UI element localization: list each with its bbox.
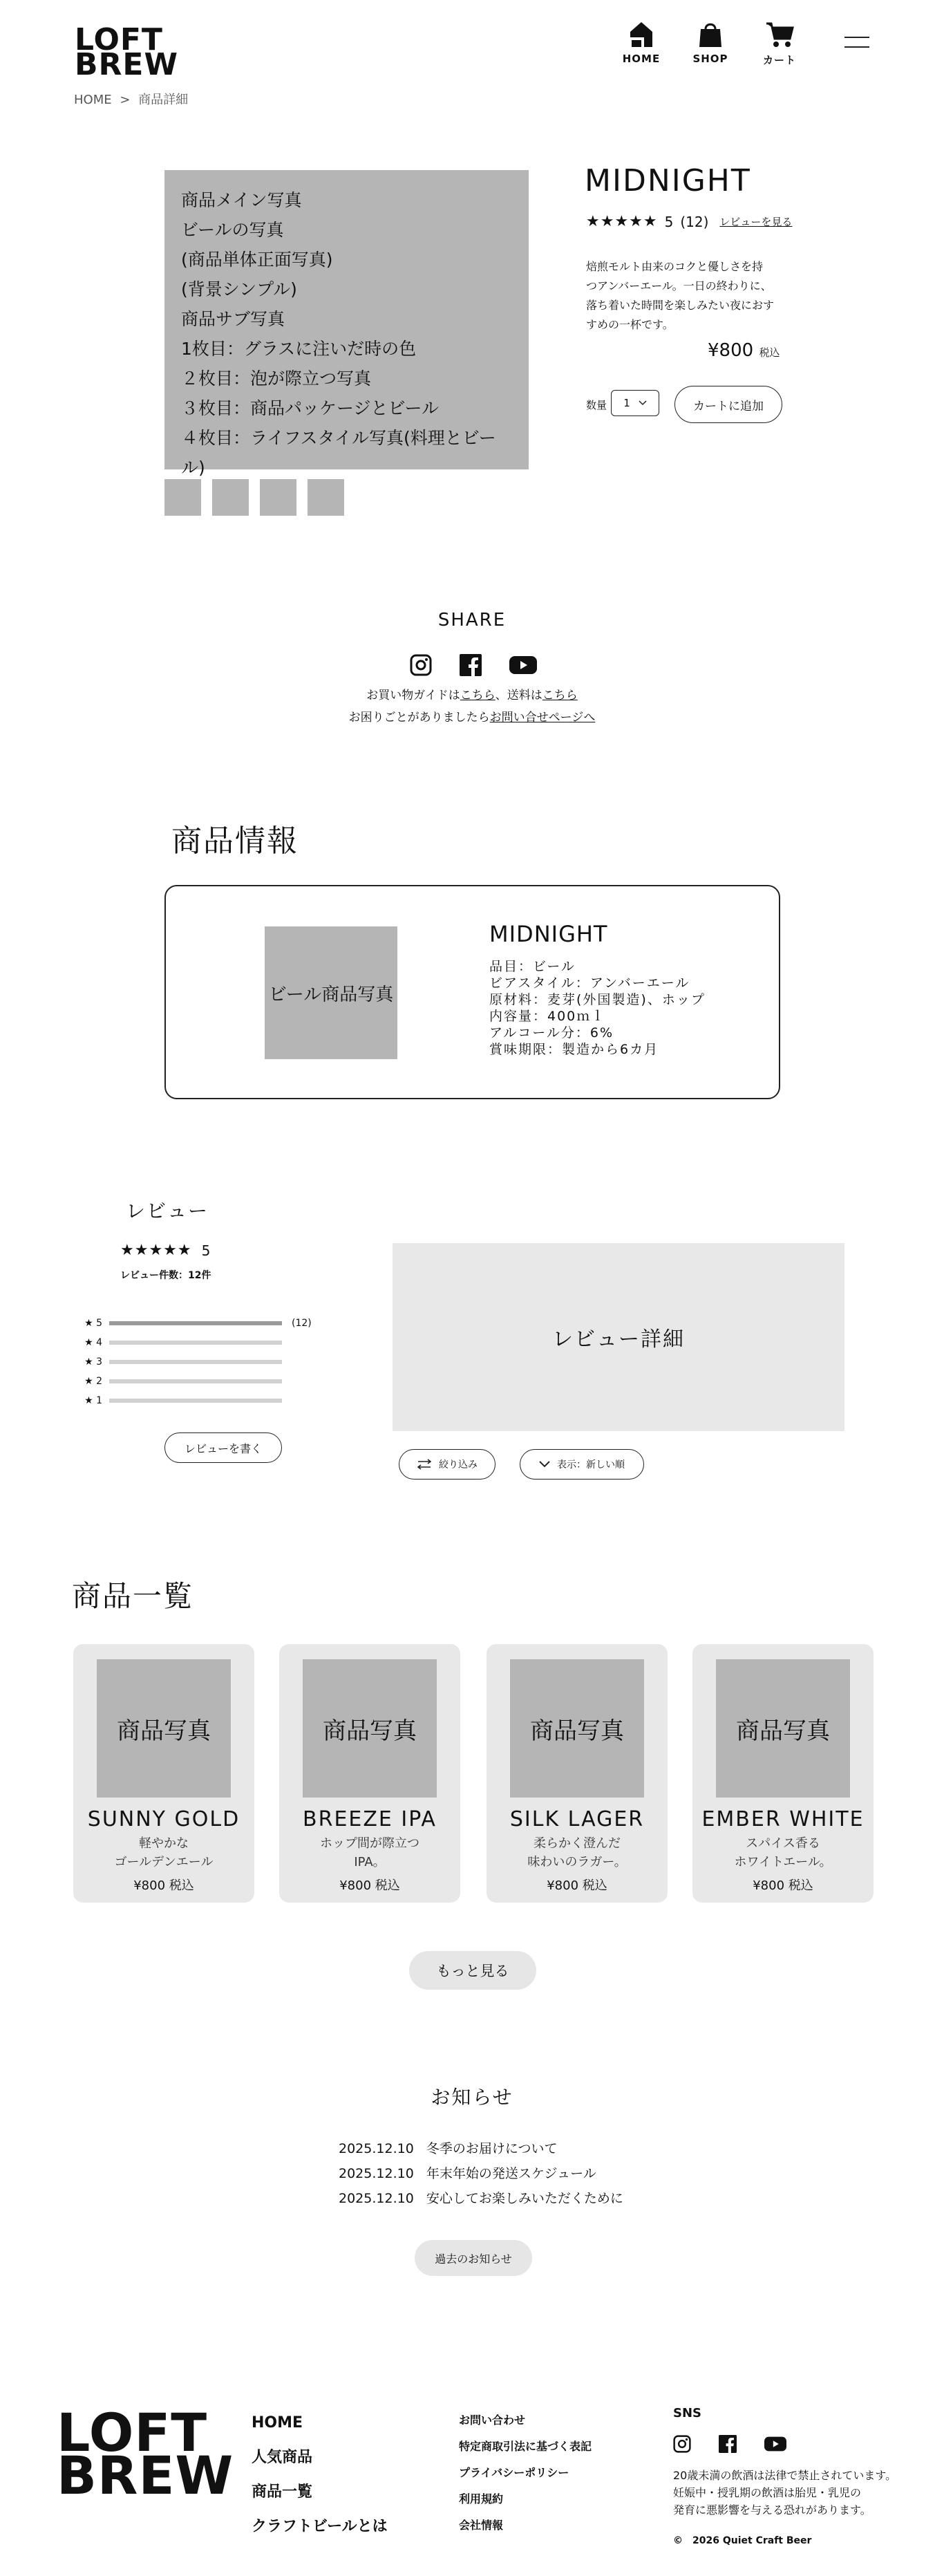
footer-link-privacy[interactable]: プライバシーポリシー <box>459 2466 569 2479</box>
photo-note: 1枚目：グラスに注いだ時の色 <box>181 339 417 359</box>
product-price <box>708 340 780 361</box>
nav-home[interactable] <box>621 21 662 65</box>
product-card-desc <box>73 1834 254 1872</box>
beer-photo-label: ビール商品写真 <box>268 984 394 1005</box>
product-card-desc <box>487 1834 668 1872</box>
instagram-icon[interactable] <box>673 2435 691 2453</box>
rating-stars: ★★★★★ <box>586 213 658 230</box>
footer-link-company[interactable]: 会社情報 <box>459 2519 504 2532</box>
warning-line: 発育に悪影響を与える恐れがあります。 <box>673 2503 871 2517</box>
nav-cart[interactable] <box>759 21 800 67</box>
help-line <box>0 707 944 729</box>
product-info-title: 商品情報 <box>171 823 299 859</box>
breadcrumb-home[interactable]: HOME <box>74 93 112 107</box>
menu-toggle[interactable] <box>844 37 869 56</box>
info-specs <box>489 958 706 1058</box>
beer-photo <box>265 926 397 1059</box>
rating-bar <box>109 1399 282 1403</box>
product-card-name: SILK LAGER <box>509 1807 645 1831</box>
quantity-value: 1 <box>623 397 630 409</box>
youtube-icon[interactable] <box>764 2436 786 2452</box>
product-card-name: EMBER WHITE <box>701 1807 865 1831</box>
product-list-title: 商品一覧 <box>72 1579 194 1613</box>
news-date: 2025.12.10 <box>339 2166 414 2181</box>
filter-arrows-icon <box>417 1459 432 1470</box>
view-reviews-link[interactable]: レビューを見る <box>719 216 793 228</box>
rating-bar-row <box>76 1333 312 1352</box>
rating-bar-label: ★ 3 <box>84 1356 102 1368</box>
footer-nav-home[interactable]: HOME <box>252 2414 303 2432</box>
product-card-desc-line: スパイス香る <box>746 1836 820 1851</box>
logo-line-2: BREW <box>57 2445 234 2507</box>
rating-value: 5 <box>664 213 674 230</box>
product-info-box <box>164 885 780 1099</box>
share-icons <box>410 654 537 676</box>
facebook-icon[interactable] <box>460 654 482 676</box>
past-news-button[interactable] <box>415 2240 532 2276</box>
product-description <box>586 257 793 335</box>
filter-label: 絞り込み <box>439 1459 478 1471</box>
product-card-desc-line: ゴールデンエール <box>114 1855 214 1869</box>
product-card-price: ¥800 税込 <box>133 1878 194 1893</box>
news-item[interactable] <box>339 2186 623 2211</box>
product-card-desc-line: ホワイトエール。 <box>734 1855 832 1869</box>
home-icon <box>629 21 654 48</box>
price-value: ¥800 <box>708 340 754 361</box>
product-main-photo[interactable] <box>164 170 529 478</box>
alcohol-warning <box>673 2467 896 2519</box>
product-rating <box>586 213 792 230</box>
reviews-rating: 5 <box>201 1242 211 1259</box>
hamburger-line <box>844 46 869 48</box>
sort-button[interactable] <box>520 1449 644 1480</box>
see-more-label: もっと見る <box>436 1963 509 1979</box>
logo-line-1: LOFT <box>75 22 163 57</box>
site-logo[interactable] <box>75 22 179 83</box>
product-card-desc-line: 軽やかな <box>139 1836 189 1851</box>
nav-cart-label: カート <box>762 54 796 66</box>
rating-bar-row <box>76 1372 312 1391</box>
guide-text: お買い物ガイドは <box>366 689 460 702</box>
review-detail-panel <box>393 1243 844 1431</box>
rating-bar-fill <box>109 1321 282 1325</box>
news-text: 年末年始の発送スケジュール <box>426 2166 596 2181</box>
write-review-label: レビューを書く <box>184 1441 262 1455</box>
news-title: お知らせ <box>431 2086 513 2109</box>
photo-note: ３枚目：商品パッケージとビール <box>181 398 440 418</box>
add-to-cart-label: カートに追加 <box>693 399 764 413</box>
footer-nav-about-craft-beer[interactable]: クラフトビールとは <box>252 2518 388 2535</box>
product-card-photo <box>716 1659 850 1798</box>
news-item[interactable] <box>339 2161 623 2186</box>
chevron-down-icon <box>639 400 647 406</box>
product-card-price: ¥800 税込 <box>753 1878 813 1893</box>
product-card-price: ¥800 税込 <box>339 1878 400 1893</box>
news-date: 2025.12.10 <box>339 2191 414 2206</box>
add-to-cart-button[interactable] <box>674 386 782 423</box>
desc-line: 落ち着いた時間を楽しみたい夜におす <box>586 299 775 312</box>
product-thumbnail-1[interactable] <box>164 479 201 516</box>
nav-home-label: HOME <box>622 53 661 65</box>
spec-line: 品目：ビール <box>489 959 576 974</box>
cart-icon <box>765 21 794 48</box>
spec-line: 原材料：麦芽(外国製造)、ホップ <box>489 992 706 1007</box>
shopping-guide <box>0 684 944 729</box>
quantity-select[interactable] <box>611 390 659 416</box>
guide-text: 、送料は <box>495 689 542 702</box>
breadcrumb <box>74 90 188 108</box>
reviews-title: レビュー <box>126 1200 209 1222</box>
shipping-link[interactable]: こちら <box>542 689 578 702</box>
desc-line: つアンバーエール。一日の終わりに、 <box>586 279 772 292</box>
product-card-name: SUNNY GOLD <box>87 1807 240 1831</box>
spec-line: 賞味期限：製造から6カ月 <box>489 1042 659 1057</box>
review-count: (12) <box>680 213 709 230</box>
spec-line: アルコール分：6% <box>489 1025 614 1040</box>
reviews-summary <box>120 1242 210 1259</box>
news-item[interactable] <box>339 2136 623 2161</box>
product-thumbnail-4[interactable] <box>308 479 344 516</box>
footer-nav-popular[interactable]: 人気商品 <box>252 2449 313 2466</box>
footer-link-contact[interactable]: お問い合わせ <box>459 2414 526 2427</box>
rating-bar-label: ★ 1 <box>84 1395 102 1406</box>
product-card[interactable] <box>692 1644 874 1903</box>
product-card-name: BREEZE IPA <box>303 1807 437 1831</box>
photo-note: 商品サブ写真 <box>181 309 285 329</box>
product-card-photo-label: 商品写真 <box>736 1717 830 1745</box>
rating-distribution <box>76 1314 312 1410</box>
footer-link-legal[interactable]: 特定商取引法に基づく表記 <box>459 2440 592 2453</box>
reviews-stars: ★★★★★ <box>120 1242 192 1259</box>
photo-note: ４枚目：ライフスタイル写真(料理とビール) <box>181 428 496 478</box>
help-text: お困りごとがありましたら <box>348 711 490 725</box>
write-review-button[interactable] <box>164 1432 282 1463</box>
photo-note: (背景シンプル) <box>181 279 297 299</box>
price-tax: 税込 <box>759 346 780 359</box>
product-card-photo <box>510 1659 644 1798</box>
filter-button[interactable] <box>399 1449 495 1480</box>
warning-line: 妊娠中・授乳期の飲酒は胎児・乳児の <box>673 2486 862 2499</box>
product-card-photo <box>97 1659 231 1798</box>
contact-link[interactable]: お問い合せページへ <box>489 711 596 725</box>
rating-bar-label: ★ 2 <box>84 1376 102 1387</box>
facebook-icon[interactable] <box>719 2435 737 2453</box>
rating-bar-row <box>76 1391 312 1410</box>
rating-bar <box>109 1341 282 1345</box>
news-text: 冬季のお届けについて <box>426 2141 558 2156</box>
logo-line-2: BREW <box>75 47 179 83</box>
breadcrumb-separator: > <box>120 93 131 107</box>
product-card[interactable] <box>487 1644 668 1903</box>
product-card-price: ¥800 税込 <box>547 1878 607 1893</box>
photo-note: ビールの写真 <box>181 220 284 240</box>
photo-note: 商品メイン写真 <box>181 190 302 210</box>
product-thumbnail-2[interactable] <box>212 479 249 516</box>
footer-sns-icons <box>673 2435 786 2453</box>
product-thumbnail-3[interactable] <box>260 479 296 516</box>
rating-bar <box>109 1379 282 1383</box>
instagram-icon[interactable] <box>410 654 432 676</box>
quantity-label: 数量 <box>586 399 607 411</box>
logo-line-1: LOFT <box>57 2402 208 2463</box>
footer-sns-title: SNS <box>673 2406 701 2420</box>
footer-link-terms[interactable]: 利用規約 <box>459 2492 504 2505</box>
news-list <box>339 2136 623 2211</box>
product-title: MIDNIGHT <box>585 163 751 198</box>
footer-links <box>459 2407 592 2539</box>
photo-note: ２枚目：泡が際立つ写真 <box>181 368 372 389</box>
rating-bar-label: ★ 5 <box>84 1318 102 1329</box>
shopping-bag-icon <box>698 21 723 48</box>
product-card-photo-label: 商品写真 <box>530 1717 624 1745</box>
spec-line: 内容量：400ｍｌ <box>489 1009 606 1024</box>
desc-line: 焙煎モルト由来のコクと優しさを持 <box>586 260 764 273</box>
guide-line <box>0 684 944 707</box>
product-card-photo-label: 商品写真 <box>117 1717 211 1745</box>
desc-line: すめの一杯です。 <box>586 318 674 331</box>
warning-line: 20歳未満の飲酒は法律で禁止されています。 <box>673 2469 897 2482</box>
chevron-down-icon <box>539 1461 550 1468</box>
breadcrumb-current: 商品詳細 <box>138 93 189 107</box>
hamburger-line <box>844 37 869 38</box>
product-card[interactable] <box>279 1644 460 1903</box>
footer-logo[interactable] <box>57 2402 234 2507</box>
product-card-desc <box>692 1834 874 1872</box>
rating-bar <box>109 1360 282 1364</box>
product-card-desc-line: 味わいのラガー。 <box>527 1855 627 1869</box>
footer-nav <box>252 2406 388 2544</box>
product-card-photo-label: 商品写真 <box>323 1717 417 1745</box>
rating-bar <box>109 1321 282 1325</box>
news-text: 安心してお楽しみいただくために <box>426 2191 623 2206</box>
rating-bar-row <box>76 1352 312 1372</box>
footer-nav-products[interactable]: 商品一覧 <box>252 2483 313 2501</box>
nav-shop[interactable] <box>690 21 731 65</box>
news-date: 2025.12.10 <box>339 2141 414 2156</box>
product-card-desc-line: ホップ間が際立つ <box>320 1836 419 1851</box>
product-card-desc-line: IPA。 <box>354 1855 386 1869</box>
info-product-name: MIDNIGHT <box>489 921 608 947</box>
youtube-icon[interactable] <box>509 655 537 675</box>
rating-bar-label: ★ 4 <box>84 1337 102 1348</box>
product-card-desc <box>279 1834 460 1872</box>
see-more-button[interactable] <box>409 1951 536 1990</box>
product-card-photo <box>303 1659 437 1798</box>
copyright: © 2026 Quiet Craft Beer <box>673 2535 812 2546</box>
share-title: SHARE <box>437 610 507 631</box>
photo-note: (商品単体正面写真) <box>181 250 333 270</box>
guide-link[interactable]: こちら <box>460 689 495 702</box>
nav-shop-label: SHOP <box>692 53 728 65</box>
product-card-desc-line: 柔らかく澄んだ <box>534 1836 621 1851</box>
past-news-label: 過去のお知らせ <box>435 2252 512 2266</box>
product-card[interactable] <box>73 1644 254 1903</box>
rating-bar-count: (12) <box>292 1318 312 1329</box>
reviews-count: レビュー件数：12件 <box>120 1270 211 1281</box>
sort-label: 表示：新しい順 <box>557 1459 625 1471</box>
rating-bar-row <box>76 1314 312 1333</box>
spec-line: ビアスタイル：アンバーエール <box>489 976 690 991</box>
review-detail-label: レビュー詳細 <box>552 1327 685 1352</box>
